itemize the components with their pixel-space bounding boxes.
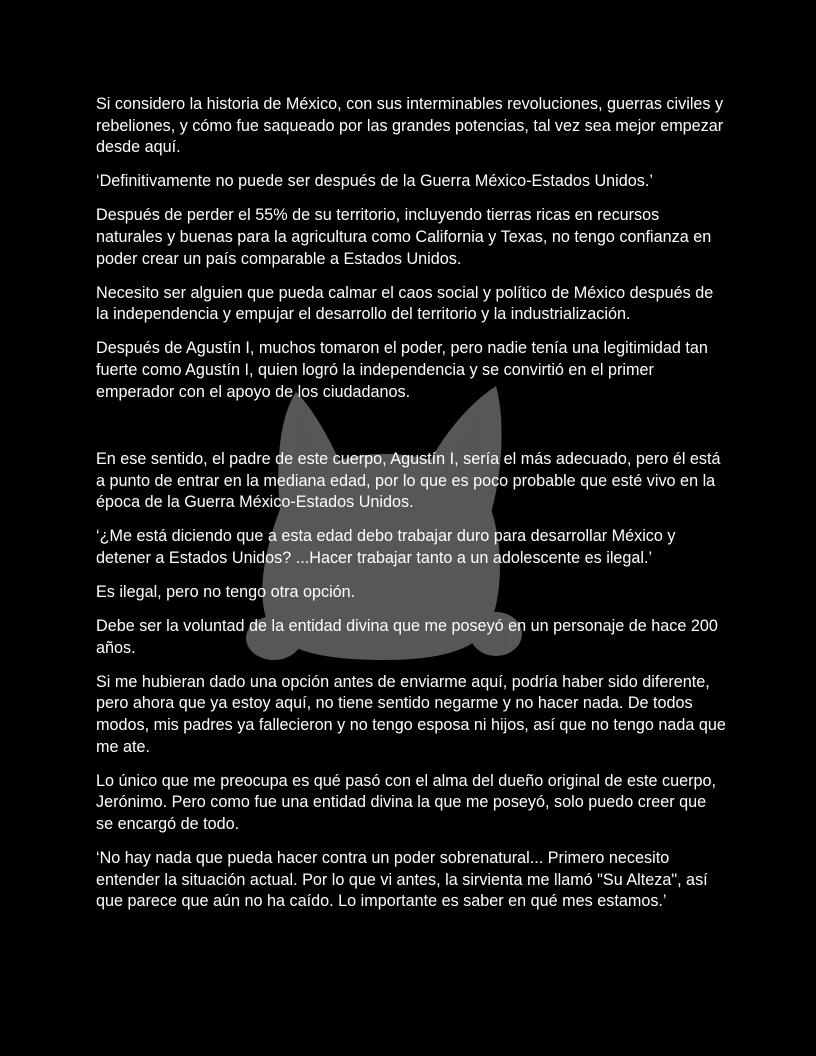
paragraph: Si considero la historia de México, con sus interminables revoluciones, guerras civiles y rebeliones, y cómo fue saqueado por las grandes potencias, tal vez sea mejor empezar desde aquí. (96, 95, 724, 157)
paragraph: ‘Definitivamente no puede ser después de la Guerra México-Estados Unidos.’ (96, 172, 653, 191)
paragraph: ‘¿Me está diciendo que a esta edad debo trabajar duro para desarrollar México y detener a Estados Unidos? ...Hacer trabajar tanto a un adolescente es ilegal.’ (96, 527, 676, 567)
paragraph: En ese sentido, el padre de este cuerpo, Agustín I, sería el más adecuado, pero él está a punto de entrar en la mediana edad, por lo que es poco probable que esté vivo en la época de la Guerra México-Estados Unidos. (96, 450, 721, 512)
paragraph: Debe ser la voluntad de la entidad divina que me poseyó en un personaje de hace 200 años. (96, 617, 718, 657)
document-body (96, 94, 726, 925)
paragraph: ‘No hay nada que pueda hacer contra un poder sobrenatural... Primero necesito entender la situación actual. Por lo que vi antes, la sirvienta me llamó "Su Alteza", así que parece que aún no ha caído. Lo importante es saber en qué mes estamos.’ (96, 849, 708, 911)
paragraph: Es ilegal, pero no tengo otra opción. (96, 583, 356, 602)
paragraph: Después de perder el 55% de su territorio, incluyendo tierras ricas en recursos naturales y buenas para la agricultura como California y Texas, no tengo confianza en poder crear un país comparable a Estados Unidos. (96, 206, 712, 268)
paragraph: Necesito ser alguien que pueda calmar el caos social y político de México después de la independencia y empujar el desarrollo del territorio y la industrialización. (96, 283, 714, 324)
paragraph: Lo único que me preocupa es qué pasó con el alma del dueño original de este cuerpo, Jerónimo. Pero como fue una entidad divina la que me poseyó, solo puedo creer que se encargó de todo. (96, 771, 717, 833)
paragraph: Después de Agustín I, muchos tomaron el poder, pero nadie tenía una legitimidad tan fuerte como Agustín I, quien logró la independencia y se convirtió en el primer emperador con el apoyo de los ciudadanos. (96, 339, 708, 401)
paragraph: Si me hubieran dado una opción antes de enviarme aquí, podría haber sido diferente, pero ahora que ya estoy aquí, no tiene sentido negarme y no hacer nada. De todos modos, mis padres ya fallecieron y no tengo esposa ni hijos, así que no tengo nada que me ate. (96, 672, 726, 756)
